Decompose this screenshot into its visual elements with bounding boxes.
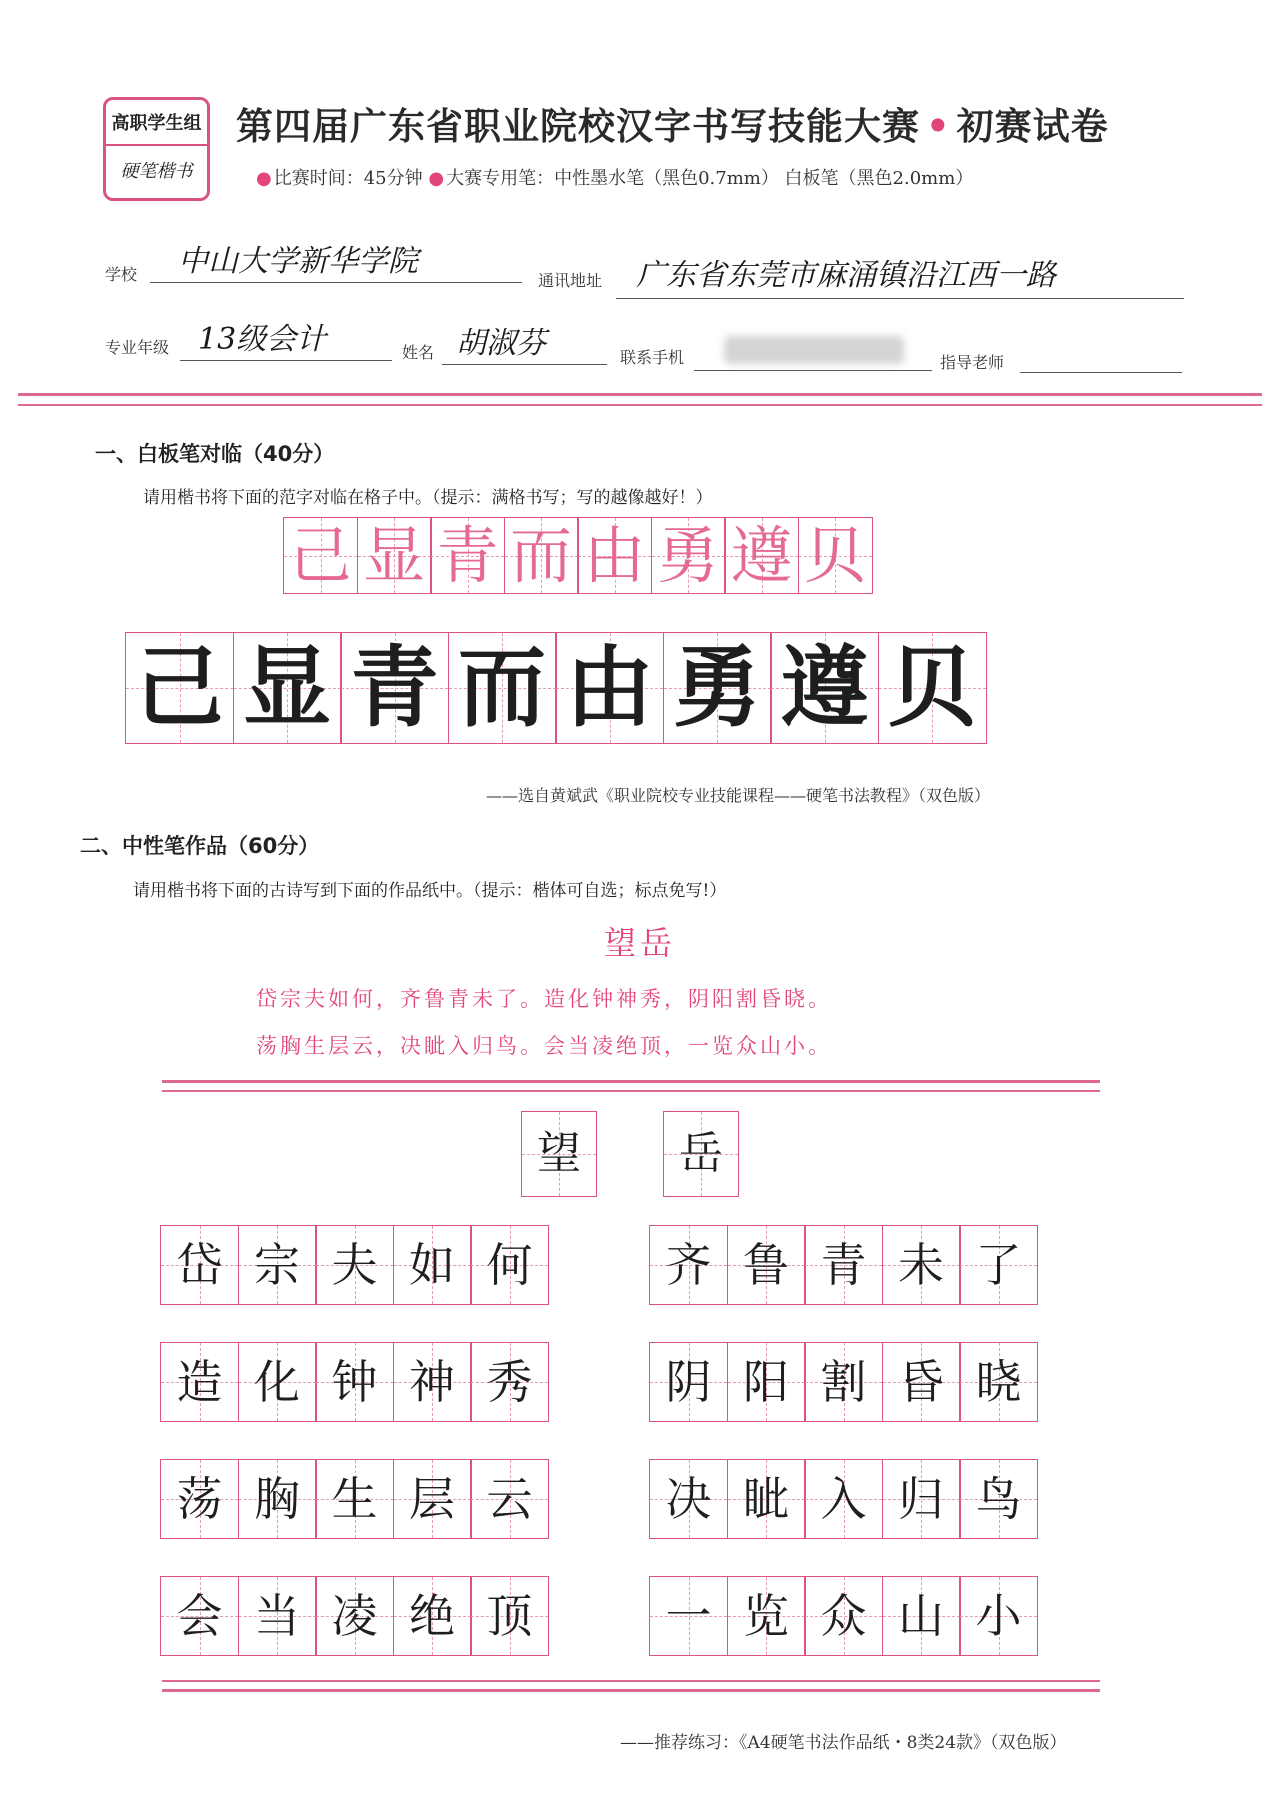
grade-field[interactable] (180, 322, 392, 361)
address-field[interactable] (616, 258, 1184, 299)
bullet-icon: ● (256, 168, 272, 189)
writing-cell[interactable]: 宗 (238, 1225, 317, 1305)
writing-cell[interactable]: 昏 (882, 1342, 961, 1422)
reference-grid (283, 517, 871, 594)
title-bullet: • (926, 105, 951, 148)
writing-cell[interactable]: 而 (448, 632, 557, 744)
teacher-label: 指导老师 (940, 353, 1005, 372)
bullet-icon: ● (428, 168, 445, 189)
writing-cell[interactable]: 眦 (727, 1459, 806, 1539)
reference-cell: 贝 (798, 517, 873, 594)
writing-cell[interactable]: 造 (160, 1342, 239, 1422)
reference-cell: 己 (283, 517, 358, 594)
writing-cell[interactable]: 岱 (160, 1225, 239, 1305)
work-block-right[interactable] (649, 1459, 1037, 1539)
school-value: 中山大学新华学院 (178, 244, 418, 279)
work-block-left[interactable] (160, 1576, 548, 1656)
exam-time: 比赛时间：45分钟 (273, 168, 423, 189)
writing-cell[interactable]: 勇 (663, 632, 772, 744)
writing-cell[interactable]: 生 (315, 1459, 394, 1539)
reference-cell: 遵 (724, 517, 799, 594)
section1-desc: 请用楷书将下面的范字对临在格子中。（提示：满格书写；写的越像越好！） (143, 488, 713, 508)
footer-recommendation: ——推荐练习：《A4硬笔书法作品纸・8类24款》（双色版） (620, 1733, 1067, 1753)
work-block-left[interactable] (160, 1459, 548, 1539)
writing-cell[interactable]: 胸 (238, 1459, 317, 1539)
work-title-cell-2[interactable] (663, 1111, 738, 1197)
exam-title-suffix: 初赛试卷 (956, 105, 1109, 148)
work-block-right[interactable] (649, 1576, 1037, 1656)
reference-cell: 勇 (651, 517, 726, 594)
writing-grid[interactable] (125, 632, 985, 744)
writing-cell[interactable]: 贝 (878, 632, 987, 744)
writing-cell[interactable]: 秀 (470, 1342, 549, 1422)
writing-cell[interactable]: 齐 (649, 1225, 728, 1305)
writing-cell[interactable]: 阴 (649, 1342, 728, 1422)
exam-pens: 大赛专用笔：中性墨水笔（黑色0.7mm） 白板笔（黑色2.0mm） (446, 168, 974, 189)
writing-cell[interactable]: 会 (160, 1576, 239, 1656)
poem-title: 望岳 (604, 924, 677, 962)
phone-field[interactable] (694, 330, 932, 371)
writing-cell[interactable]: 夫 (315, 1225, 394, 1305)
reference-cell: 青 (430, 517, 505, 594)
writing-cell[interactable]: 层 (393, 1459, 472, 1539)
writing-cell[interactable]: 神 (393, 1342, 472, 1422)
group-badge (103, 97, 210, 201)
header-divider-thin (18, 404, 1262, 406)
writing-cell[interactable]: 岳 (663, 1111, 739, 1197)
source-citation: ——选自黄斌武《职业院校专业技能课程——硬笔书法教程》（双色版） (486, 786, 991, 805)
section2-title: 二、中性笔作品（60分） (80, 834, 320, 858)
redacted-phone (724, 336, 904, 364)
writing-cell[interactable]: 小 (959, 1576, 1038, 1656)
writing-cell[interactable]: 显 (233, 632, 342, 744)
writing-cell[interactable]: 望 (521, 1111, 597, 1197)
writing-cell[interactable]: 鸟 (959, 1459, 1038, 1539)
school-field[interactable] (150, 244, 522, 283)
exam-title (236, 96, 1186, 152)
writing-cell[interactable]: 如 (393, 1225, 472, 1305)
writing-cell[interactable]: 钟 (315, 1342, 394, 1422)
school-label: 学校 (105, 265, 138, 284)
section2-desc: 请用楷书将下面的古诗写到下面的作品纸中。（提示：楷体可自选；标点免写!） (133, 881, 727, 901)
writing-cell[interactable]: 一 (649, 1576, 728, 1656)
work-paper-top-rule (162, 1080, 1100, 1083)
writing-cell[interactable]: 遵 (770, 632, 879, 744)
address-value: 广东省东莞市麻涌镇沿江西一路 (636, 258, 1056, 293)
poem-line-2: 荡胸生层云，决眦入归鸟。会当凌绝顶，一览众山小。 (256, 1034, 832, 1058)
work-block-right[interactable] (649, 1342, 1037, 1422)
writing-cell[interactable]: 云 (470, 1459, 549, 1539)
writing-cell[interactable]: 阳 (727, 1342, 806, 1422)
writing-cell[interactable]: 己 (125, 632, 234, 744)
writing-cell[interactable]: 览 (727, 1576, 806, 1656)
writing-cell[interactable]: 顶 (470, 1576, 549, 1656)
writing-cell[interactable]: 割 (804, 1342, 883, 1422)
writing-cell[interactable]: 当 (238, 1576, 317, 1656)
writing-cell[interactable]: 荡 (160, 1459, 239, 1539)
reference-cell: 由 (577, 517, 652, 594)
name-value: 胡淑芬 (456, 326, 546, 361)
work-block-left[interactable] (160, 1342, 548, 1422)
writing-cell[interactable]: 了 (959, 1225, 1038, 1305)
name-label: 姓名 (402, 343, 435, 362)
teacher-field[interactable] (1020, 340, 1182, 373)
writing-cell[interactable]: 由 (555, 632, 664, 744)
writing-cell[interactable]: 晓 (959, 1342, 1038, 1422)
writing-cell[interactable]: 众 (804, 1576, 883, 1656)
writing-cell[interactable]: 青 (804, 1225, 883, 1305)
poem-line-1: 岱宗夫如何，齐鲁青未了。造化钟神秀，阴阳割昏晓。 (256, 987, 832, 1011)
badge-style-label: 硬笔楷书 (120, 161, 193, 182)
writing-cell[interactable]: 何 (470, 1225, 549, 1305)
writing-cell[interactable]: 山 (882, 1576, 961, 1656)
writing-cell[interactable]: 化 (238, 1342, 317, 1422)
header-divider (18, 393, 1262, 396)
writing-cell[interactable]: 凌 (315, 1576, 394, 1656)
address-label: 通讯地址 (538, 271, 603, 290)
writing-cell[interactable]: 未 (882, 1225, 961, 1305)
phone-label: 联系手机 (620, 348, 685, 367)
exam-title-main: 第四届广东省职业院校汉字书写技能大赛 (236, 105, 920, 148)
work-block-right[interactable] (649, 1225, 1037, 1305)
work-paper-top-rule-thin (162, 1090, 1100, 1092)
work-block-left[interactable] (160, 1225, 548, 1305)
badge-group-label: 高职学生组 (106, 104, 207, 146)
grade-value: 13级会计 (198, 322, 327, 357)
writing-cell[interactable]: 入 (804, 1459, 883, 1539)
work-title-cell-1[interactable] (521, 1111, 596, 1197)
writing-cell[interactable]: 鲁 (727, 1225, 806, 1305)
writing-cell[interactable]: 归 (882, 1459, 961, 1539)
work-paper-bottom-rule (162, 1689, 1100, 1692)
name-field[interactable] (442, 326, 607, 365)
reference-cell: 而 (504, 517, 579, 594)
reference-cell: 显 (357, 517, 432, 594)
work-paper-bottom-rule-thin (162, 1680, 1100, 1682)
writing-cell[interactable]: 绝 (393, 1576, 472, 1656)
writing-cell[interactable]: 青 (340, 632, 449, 744)
exam-subtitle (256, 164, 1176, 192)
section1-title: 一、白板笔对临（40分） (95, 442, 335, 466)
grade-label: 专业年级 (105, 338, 170, 357)
writing-cell[interactable]: 决 (649, 1459, 728, 1539)
